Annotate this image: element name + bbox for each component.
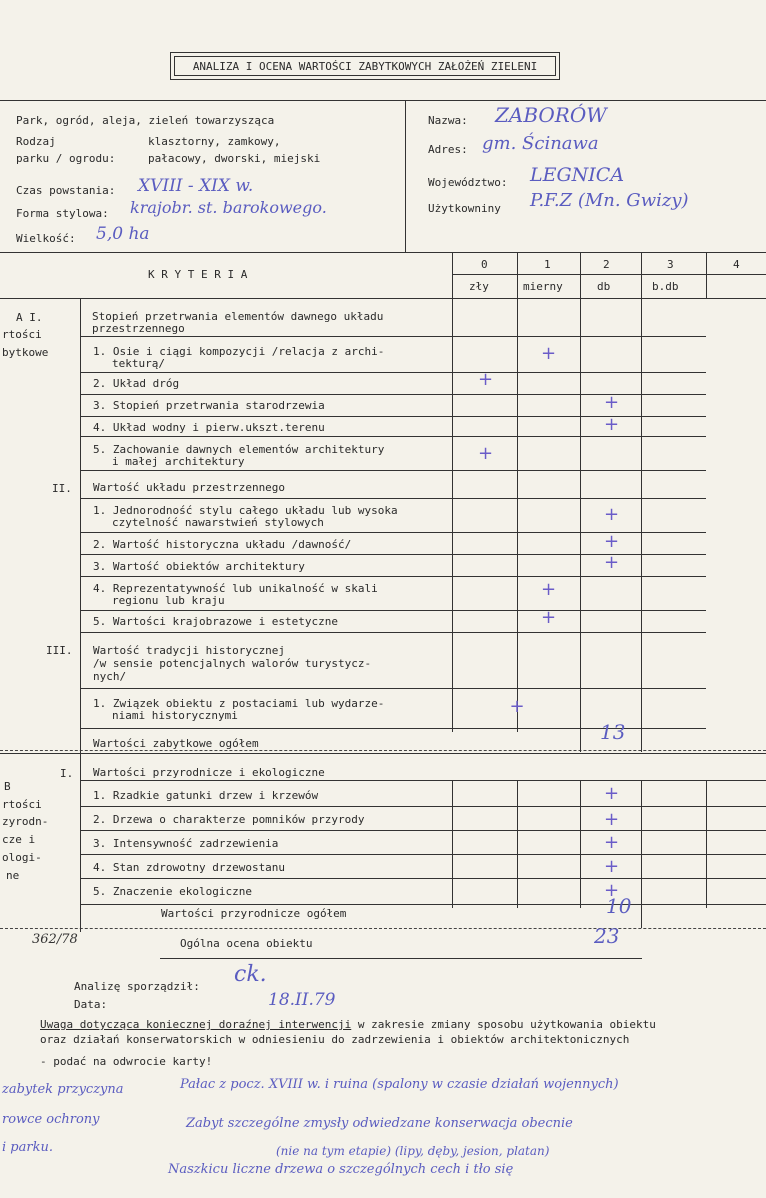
rating-plus-mark: +: [541, 607, 557, 628]
row-line: [80, 780, 766, 781]
rodzaj-values-2: pałacowy, dworski, miejski: [148, 152, 321, 165]
scale-label-zly: zły: [469, 280, 489, 293]
grid-col-3b: [580, 780, 581, 908]
rating-plus-mark: +: [478, 443, 494, 464]
secB-side-1: B: [4, 780, 11, 793]
row-stan-zdrowotny: 4. Stan zdrowotny drzewostanu: [93, 861, 286, 874]
row-line: [80, 436, 706, 437]
row-zachowanie-2: i małej architektury: [112, 455, 245, 468]
scale-label-bdb: b.db: [652, 280, 679, 293]
title-box: [170, 52, 560, 80]
scale-num-3: 3: [667, 258, 674, 271]
grid-col-5b: [706, 780, 707, 908]
secB-side-3: zyrodn-: [2, 815, 49, 828]
rating-plus-mark: +: [604, 880, 620, 901]
uwaga-line-2: oraz działań konserwatorskich w odniesieniu do zadrzewienia i obiektów architektonicznych: [40, 1033, 630, 1046]
header-bottom-border: [0, 252, 766, 253]
nazwa-label: Nazwa:: [428, 114, 468, 127]
hand-note-1: Pałac z pocz. XVIII w. i ruina (spalony w czasie działań wojennych): [180, 1077, 619, 1092]
sec3-title-3: nych/: [93, 670, 127, 683]
scale-num-4: 4: [733, 258, 740, 271]
row-line: [80, 610, 706, 611]
scale-label-db: db: [597, 280, 611, 293]
row-reprezentatywnosc-2: regionu lub kraju: [112, 594, 225, 607]
hand-left-1: zabytek przyczyna: [2, 1082, 124, 1097]
form-title: ANALIZA I OCENA WARTOŚCI ZABYTKOWYCH ZAŁOŻEŃ ZIELENI: [174, 56, 556, 76]
rating-plus-mark: +: [604, 783, 620, 804]
scale-num-0: 0: [481, 258, 488, 271]
row-krajobrazowe: 5. Wartości krajobrazowe i estetyczne: [93, 615, 339, 628]
header-top-border: [0, 100, 766, 101]
row-zachowanie: 5. Zachowanie dawnych elementów architektury: [93, 443, 385, 456]
secB-side-6: ne: [6, 869, 20, 882]
row-line: [80, 830, 766, 831]
row-line: [80, 470, 706, 471]
row-line: [80, 632, 706, 633]
row-osie: 1. Osie i ciągi kompozycji /relacja z archi-: [93, 345, 385, 358]
data-label: Data:: [74, 998, 108, 1011]
total-przyrodnicze-value: 10: [606, 894, 632, 918]
rating-plus-mark: +: [541, 343, 557, 364]
rating-plus-mark: +: [509, 696, 525, 717]
reference-number: 362/78: [32, 932, 78, 947]
wojewodztwo-label: Województwo:: [428, 176, 508, 189]
rating-plus-mark: +: [478, 369, 494, 390]
total-zabytkowe-label: Wartości zabytkowe ogółem: [93, 737, 259, 750]
scale-num-2: 2: [603, 258, 610, 271]
row-line: [80, 498, 706, 499]
sec2-title: Wartość układu przestrzennego: [93, 481, 286, 494]
table-top-border: [0, 298, 766, 299]
total-box-bottom: [160, 958, 642, 959]
uzytkownik-value: P.F.Z (Mn. Gwizy): [530, 190, 689, 211]
grid-col-1b: [452, 780, 453, 908]
forma-value: krajobr. st. barokowego.: [130, 198, 327, 217]
uwaga-line-1: [40, 1018, 656, 1031]
row-line: [80, 904, 766, 905]
secB-side-2: rtości: [2, 798, 42, 811]
rating-plus-mark: +: [541, 579, 557, 600]
row-znaczenie-ekologiczne: 5. Znaczenie ekologiczne: [93, 885, 252, 898]
total-ogolna-label: Ogólna ocena obiektu: [180, 937, 313, 950]
row-line: [80, 854, 766, 855]
sec1-side-1: rtości: [2, 328, 42, 341]
grid-col-2b: [517, 780, 518, 908]
row-intensywnosc: 3. Intensywność zadrzewienia: [93, 837, 279, 850]
wojewodztwo-value: LEGNICA: [530, 164, 625, 186]
park-type-line: Park, ogród, aleja, zieleń towarzysząca: [16, 114, 275, 127]
hand-note-2: Zabyt szczególne zmysły odwiedzane konserwacja obecnie: [186, 1116, 573, 1131]
sec1-title: Stopień przetrwania elementów dawnego układu: [92, 310, 384, 323]
row-uklad-wodny: 4. Układ wodny i pierw.ukszt.terenu: [93, 421, 325, 434]
total-przyrodnicze-label: Wartości przyrodnicze ogółem: [161, 907, 347, 920]
row-starodrzew: 3. Stopień przetrwania starodrzewia: [93, 399, 325, 412]
data-value: 18.II.79: [268, 990, 336, 1010]
row-uklad-drog: 2. Układ dróg: [93, 377, 180, 390]
section-divider-dashed: [0, 750, 766, 751]
secB-number: I.: [60, 767, 74, 780]
czas-label: Czas powstania:: [16, 184, 116, 197]
sec1-side-2: bytkowe: [2, 346, 49, 359]
row-wartosc-historyczna: 2. Wartość historyczna układu /dawność/: [93, 538, 352, 551]
sec1-title-2: przestrzennego: [92, 322, 185, 335]
sec2-number: II.: [52, 482, 72, 495]
grid-col-1: [452, 252, 453, 732]
sec3-title-1: Wartość tradycji historycznej: [93, 644, 286, 657]
row-zwiazek-2: niami historycznymi: [112, 709, 238, 722]
czas-value: XVIII - XIX w.: [138, 176, 254, 196]
row-line: [80, 372, 706, 373]
grid-col-3: [580, 252, 581, 752]
section-divider: [0, 753, 766, 754]
bottom-divider-dashed: [0, 928, 766, 929]
scale-mid-line: [452, 274, 766, 275]
row-line: [80, 688, 706, 689]
rating-plus-mark: +: [604, 856, 620, 877]
rating-plus-mark: +: [604, 504, 620, 525]
rating-plus-mark: +: [604, 832, 620, 853]
row-rzadkie-gatunki: 1. Rzadkie gatunki drzew i krzewów: [93, 789, 319, 802]
row-jednorodnosc: 1. Jednorodność stylu całego układu lub wysoka: [93, 504, 398, 517]
grid-col-4: [641, 252, 642, 752]
kryteria-heading: K R Y T E R I A: [148, 268, 248, 281]
nazwa-value: ZABORÓW: [495, 103, 607, 127]
wielkosc-value: 5,0 ha: [96, 224, 150, 244]
secB-title: Wartości przyrodnicze i ekologiczne: [93, 766, 325, 779]
rating-plus-mark: +: [604, 392, 620, 413]
row-line: [80, 336, 706, 337]
row-jednorodnosc-2: czytelność nawarstwień stylowych: [112, 516, 324, 529]
analize-label: Analizę sporządził:: [74, 980, 200, 993]
rating-plus-mark: +: [604, 809, 620, 830]
rodzaj-values-1: klasztorny, zamkowy,: [148, 135, 281, 148]
grid-col-5: [706, 252, 707, 298]
sec3-title-2: /w sensie potencjalnych walorów turystycz-: [93, 657, 372, 670]
row-reprezentatywnosc: 4. Reprezentatywność lub unikalność w skali: [93, 582, 378, 595]
row-pomniki-przyrody: 2. Drzewa o charakterze pomników przyrody: [93, 813, 365, 826]
scale-num-1: 1: [544, 258, 551, 271]
rodzaj-label: Rodzaj: [16, 135, 56, 148]
uwaga-rest: w zakresie zmiany sposobu użytkowania obiektu: [351, 1018, 656, 1031]
forma-label: Forma stylowa:: [16, 207, 109, 220]
rating-plus-mark: +: [604, 552, 620, 573]
adres-label: Adres:: [428, 143, 468, 156]
parku-label: parku / ogrodu:: [16, 152, 116, 165]
sec1-number: A I.: [16, 311, 43, 324]
rating-plus-mark: +: [604, 531, 620, 552]
hand-note-3: Naszkicu liczne drzewa o szczególnych cech i tło się: [168, 1162, 514, 1177]
hand-note-2b: (nie na tym etapie) (lipy, dęby, jesion, platan): [276, 1144, 550, 1158]
adres-value: gm. Ścinawa: [482, 133, 599, 154]
total-ogolna-value: 23: [594, 924, 620, 948]
row-osie-2: tekturą/: [112, 357, 165, 370]
hand-left-3: i parku.: [2, 1140, 53, 1155]
row-obiekty-architektury: 3. Wartość obiektów architektury: [93, 560, 305, 573]
sec3-number: III.: [46, 644, 73, 657]
header-divider: [405, 100, 406, 252]
row-line: [80, 806, 766, 807]
uwaga-line-3: - podać na odwrocie karty!: [40, 1055, 213, 1068]
row-zwiazek: 1. Związek obiektu z postaciami lub wydarze-: [93, 697, 385, 710]
total-zabytkowe-value: 13: [600, 720, 626, 744]
hand-left-2: rowce ochrony: [2, 1112, 100, 1127]
row-line: [80, 878, 766, 879]
grid-col-2: [517, 252, 518, 732]
uzytkownik-label: Użytkowniny: [428, 202, 501, 215]
secB-side-4: cze i: [2, 833, 36, 846]
row-line: [80, 576, 706, 577]
rating-plus-mark: +: [604, 414, 620, 435]
author-signature: ck.: [234, 962, 267, 987]
wielkosc-label: Wielkość:: [16, 232, 76, 245]
scale-label-mierny: mierny: [523, 280, 563, 293]
uwaga-heading: Uwaga dotycząca koniecznej doraźnej interwencji: [40, 1018, 352, 1031]
secB-side-5: ologi-: [2, 851, 42, 864]
